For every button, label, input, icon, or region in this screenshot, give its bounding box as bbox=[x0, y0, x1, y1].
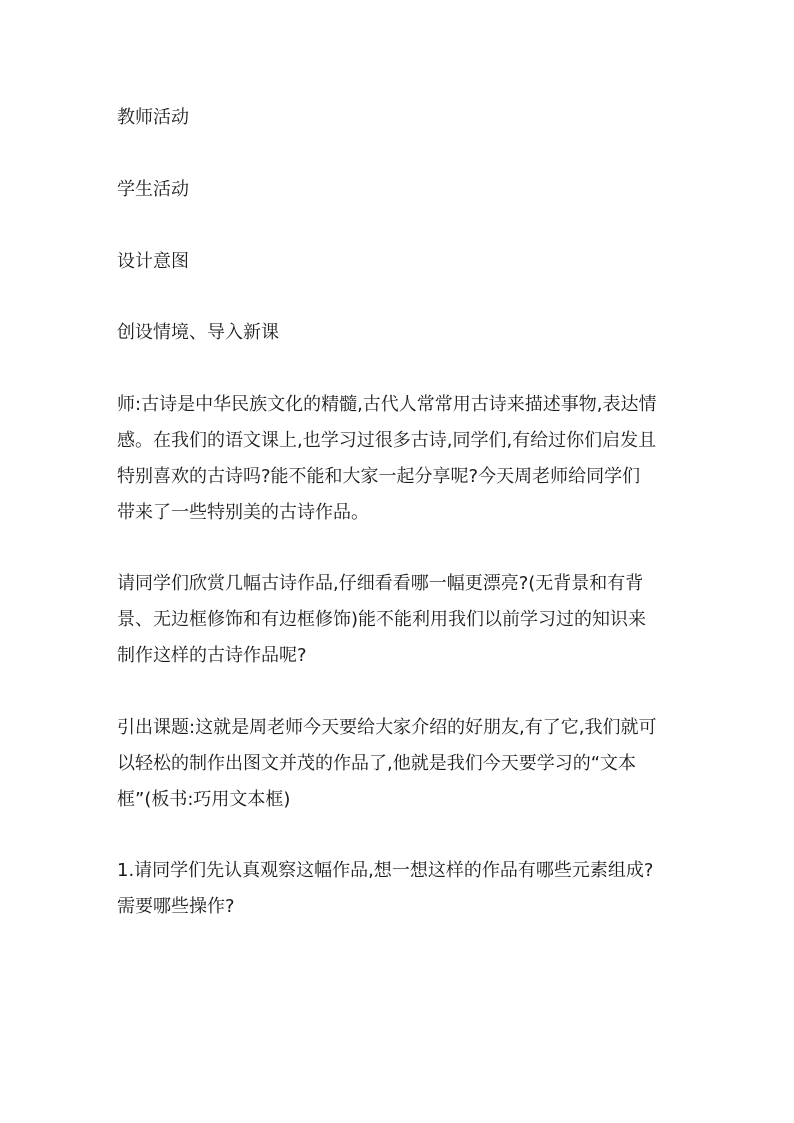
heading-design-intent: 设计意图 bbox=[117, 251, 189, 272]
paragraph-line: 特别喜欢的古诗吗?能不能和大家一起分享呢?今天周老师给同学们 bbox=[117, 466, 641, 487]
paragraph-line: 师:古诗是中华民族文化的精髓,古代人常常用古诗来描述事物,表达情 bbox=[117, 394, 657, 415]
paragraph-line: 引出课题:这就是周老师今天要给大家介绍的好朋友,有了它,我们就可 bbox=[117, 717, 657, 738]
paragraph-line: 带来了一些特别美的古诗作品。 bbox=[117, 502, 369, 523]
section-title: 创设情境、导入新课 bbox=[117, 322, 279, 343]
paragraph-line: 以轻松的制作出图文并茂的作品了,他就是我们今天要学习的“文本 bbox=[117, 753, 637, 774]
paragraph-line: 景、无边框修饰和有边框修饰)能不能利用我们以前学习过的知识来 bbox=[117, 609, 647, 630]
paragraph-line: 框”(板书:巧用文本框) bbox=[117, 789, 291, 810]
paragraph-line: 请同学们欣赏几幅古诗作品,仔细看看哪一幅更漂亮?(无背景和有背 bbox=[117, 573, 644, 594]
heading-student-activity: 学生活动 bbox=[117, 179, 189, 200]
paragraph-line: 感。在我们的语文课上,也学习过很多古诗,同学们,有给过你们启发且 bbox=[117, 430, 657, 451]
paragraph-line: 需要哪些操作? bbox=[117, 896, 235, 917]
heading-teacher-activity: 教师活动 bbox=[117, 107, 189, 128]
paragraph-line: 制作这样的古诗作品呢? bbox=[117, 645, 307, 666]
paragraph-line: 1.请同学们先认真观察这幅作品,想一想这样的作品有哪些元素组成? bbox=[117, 860, 654, 881]
